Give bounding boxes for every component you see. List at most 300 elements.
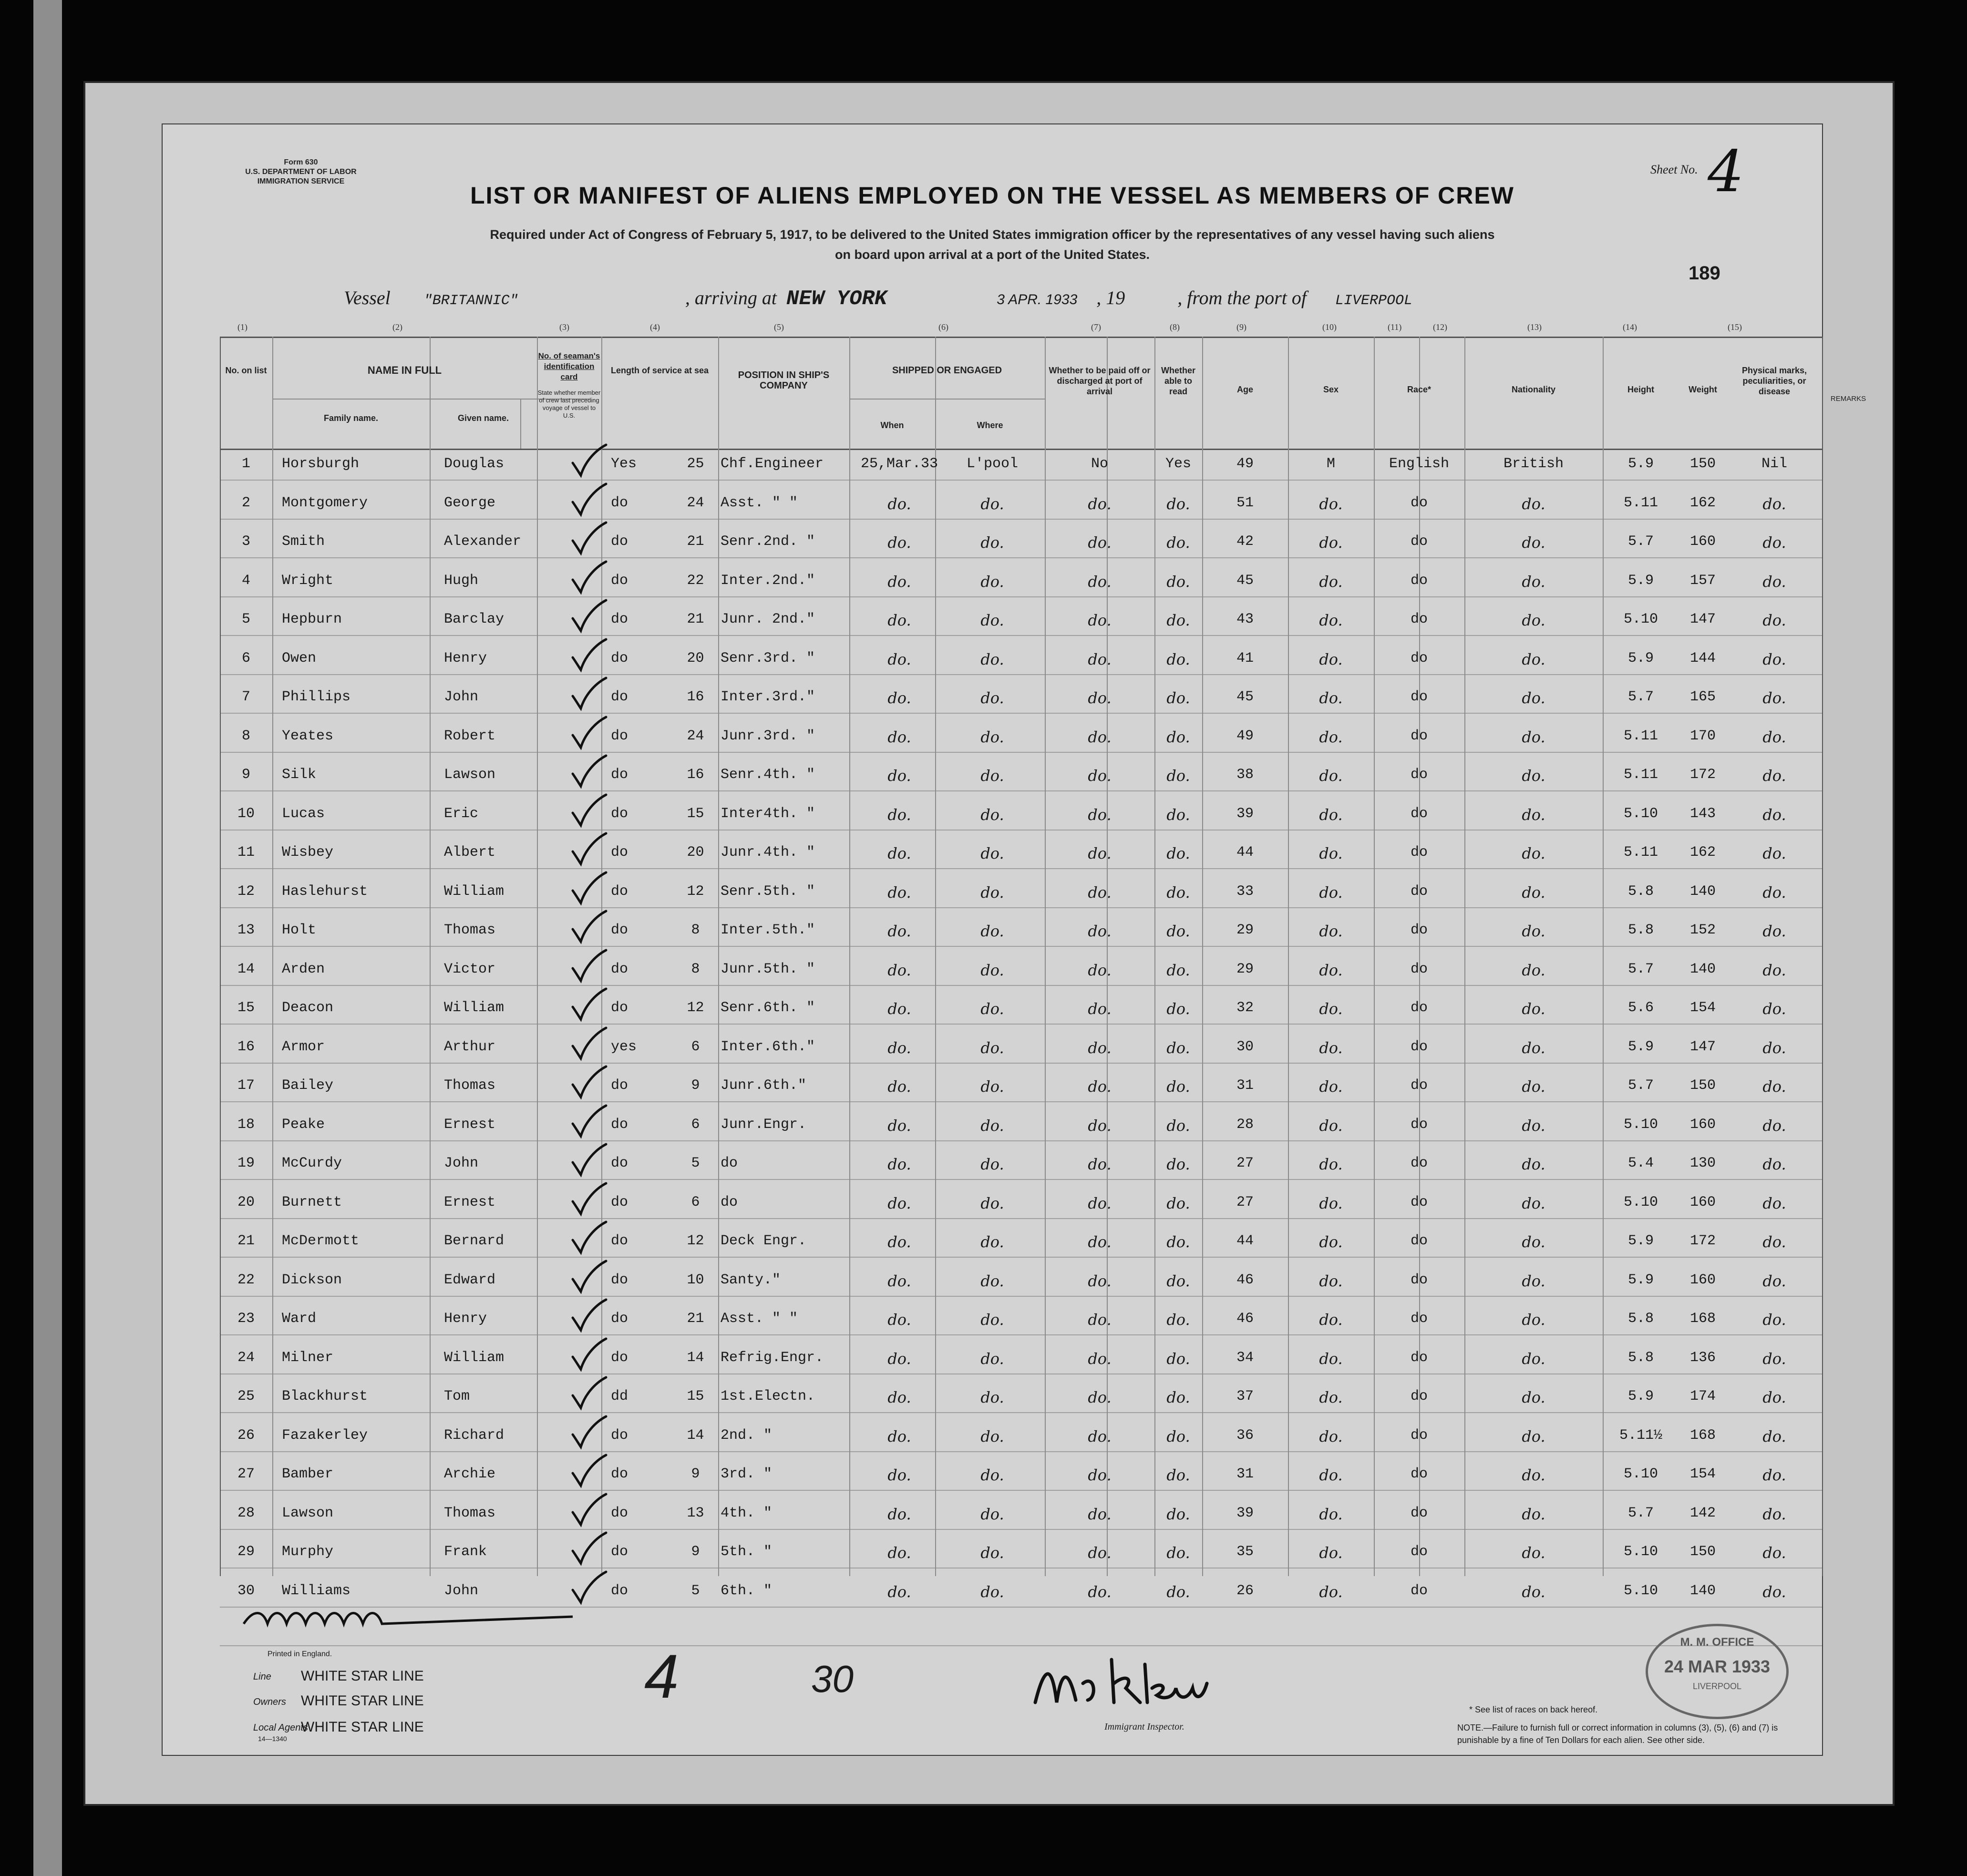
cell-where: do.	[980, 883, 1004, 902]
cell-marks: do.	[1762, 1194, 1786, 1212]
penalty-note: NOTE.—Failure to furnish full or correct information in columns (3), (5), (6) and (7) is punishable by a fine of Ten Dollars for each alien. See other side.	[1457, 1723, 1778, 1745]
cell-paid: do.	[1088, 1233, 1112, 1251]
cell-read: do.	[1166, 1466, 1190, 1484]
cell-height: 5.6	[1627, 1000, 1654, 1016]
cell-nationality: do.	[1522, 494, 1545, 513]
cell-where: do.	[980, 767, 1004, 785]
cell-paid: do.	[1088, 1544, 1112, 1562]
row-rule	[220, 557, 1822, 558]
cell-given: Henry	[444, 1311, 487, 1327]
cell-no: 29	[237, 1544, 255, 1560]
cell-given: Douglas	[444, 456, 505, 472]
cell-when: do.	[887, 805, 911, 824]
cell-family: Armor	[282, 1038, 325, 1055]
check-mark-stroke	[573, 600, 606, 631]
cell-race: do	[1410, 961, 1428, 977]
cell-read: do.	[1166, 689, 1190, 707]
table-rule	[220, 337, 1822, 338]
cell-height: 5.9	[1627, 650, 1654, 666]
cell-card: do	[611, 1311, 628, 1327]
cell-read: do.	[1166, 1155, 1190, 1173]
cell-nationality: do.	[1522, 1388, 1545, 1406]
cell-read: do.	[1166, 1000, 1190, 1018]
check-mark-icon	[570, 483, 608, 516]
cell-weight: 174	[1689, 1388, 1716, 1404]
cell-where: do.	[980, 1271, 1004, 1290]
check-mark-icon	[570, 522, 608, 555]
cell-no: 15	[237, 1000, 255, 1016]
cell-height: 5.10	[1623, 1466, 1658, 1482]
cell-age: 29	[1236, 922, 1254, 938]
cell-card: do	[611, 1077, 628, 1094]
cell-when: do.	[887, 533, 911, 552]
cell-given: John	[444, 1155, 479, 1171]
cell-where: do.	[980, 922, 1004, 940]
check-mark-stroke	[573, 1455, 606, 1486]
cell-weight: 162	[1689, 494, 1716, 511]
cell-paid: do.	[1088, 1582, 1112, 1601]
cell-where: do.	[980, 611, 1004, 629]
cell-paid: do.	[1088, 1194, 1112, 1212]
cell-sex: do.	[1319, 572, 1343, 591]
cell-marks: do.	[1762, 650, 1786, 668]
cell-height: 5.7	[1627, 1077, 1654, 1094]
header-age: Age	[1236, 385, 1253, 394]
cell-age: 35	[1236, 1544, 1254, 1560]
sheet-number-label: Sheet No.	[1650, 163, 1698, 176]
cell-nationality: do.	[1522, 961, 1545, 979]
cell-height: 5.9	[1627, 572, 1654, 589]
cell-nationality: do.	[1522, 1194, 1545, 1212]
cell-no: 13	[237, 922, 255, 938]
cell-weight: 136	[1689, 1349, 1716, 1366]
cell-position: 2nd. "	[721, 1427, 772, 1444]
cell-nationality: do.	[1522, 1271, 1545, 1290]
cell-height: 5.9	[1627, 1233, 1654, 1249]
cell-length: 22	[687, 572, 704, 589]
cell-when: do.	[887, 1038, 911, 1057]
cell-marks: Nil	[1761, 456, 1787, 472]
check-mark-icon	[570, 755, 608, 788]
cell-family: Burnett	[282, 1194, 342, 1210]
cell-weight: 168	[1689, 1311, 1716, 1327]
cell-where: do.	[980, 572, 1004, 591]
cell-length: 20	[687, 844, 704, 861]
cell-when: do.	[887, 494, 911, 513]
header-name: NAME IN FULL	[367, 364, 442, 376]
column-rule	[430, 337, 431, 1576]
cell-nationality: do.	[1522, 1077, 1545, 1096]
cell-family: Lawson	[282, 1505, 334, 1521]
cell-where: do.	[980, 1505, 1004, 1523]
cell-no: 7	[241, 689, 250, 705]
cell-height: 5.11	[1623, 844, 1658, 861]
cell-read: do.	[1166, 1077, 1190, 1096]
header-where: Where	[977, 420, 1003, 430]
cell-when: do.	[887, 1000, 911, 1018]
cell-weight: 143	[1689, 805, 1716, 822]
cell-height: 5.8	[1627, 1349, 1654, 1366]
cell-no: 3	[241, 533, 250, 550]
check-mark-icon	[570, 794, 608, 827]
cell-given: Thomas	[444, 1077, 496, 1094]
cell-weight: 172	[1689, 1233, 1716, 1249]
column-number: (9)	[1236, 322, 1246, 332]
form-number: Form 630	[284, 158, 318, 166]
cell-paid: do.	[1088, 1271, 1112, 1290]
cell-race: do	[1410, 1233, 1428, 1249]
cell-no: 28	[237, 1505, 255, 1521]
cell-no: 16	[237, 1038, 255, 1055]
header-no: No. on list	[225, 366, 267, 375]
cell-nationality: British	[1503, 456, 1564, 472]
cell-card: do	[611, 1194, 628, 1210]
cell-weight: 160	[1689, 1194, 1716, 1210]
cell-position: 3rd. "	[721, 1466, 772, 1482]
column-number: (2)	[392, 322, 402, 332]
cell-weight: 147	[1689, 611, 1716, 627]
cell-length: 12	[687, 1000, 704, 1016]
cell-given: Richard	[444, 1427, 505, 1444]
cell-height: 5.9	[1627, 1388, 1654, 1404]
cell-height: 5.11	[1623, 767, 1658, 783]
cell-marks: do.	[1762, 1116, 1786, 1135]
column-number: (5)	[774, 322, 784, 332]
cell-nationality: do.	[1522, 767, 1545, 785]
cell-marks: do.	[1762, 1000, 1786, 1018]
cell-sex: do.	[1319, 1466, 1343, 1484]
cell-card: do	[611, 767, 628, 783]
cell-sex: do.	[1319, 1000, 1343, 1018]
cell-weight: 150	[1689, 1544, 1716, 1560]
check-mark-stroke	[573, 1533, 606, 1563]
cell-where: do.	[980, 1466, 1004, 1484]
cell-paid: do.	[1088, 1155, 1112, 1173]
cell-age: 49	[1236, 728, 1254, 744]
cell-height: 5.10	[1623, 805, 1658, 822]
cell-marks: do.	[1762, 533, 1786, 552]
cell-family: Owen	[282, 650, 317, 666]
cell-card: yes	[611, 1038, 637, 1055]
cell-where: do.	[980, 1233, 1004, 1251]
cell-nationality: do.	[1522, 1505, 1545, 1523]
cell-nationality: do.	[1522, 922, 1545, 940]
cell-height: 5.7	[1627, 533, 1654, 550]
cell-race: do	[1410, 805, 1428, 822]
cell-position: Junr.4th. "	[721, 844, 815, 861]
row-rule	[220, 596, 1822, 597]
cell-no: 20	[237, 1194, 255, 1210]
arriving-label: , arriving at	[685, 287, 777, 308]
check-mark-icon	[570, 949, 608, 983]
check-mark-stroke	[573, 872, 606, 903]
cell-weight: 162	[1689, 844, 1716, 861]
cell-race: do	[1410, 533, 1428, 550]
cell-marks: do.	[1762, 1155, 1786, 1173]
printed-in: Printed in England.	[268, 1650, 332, 1658]
cell-marks: do.	[1762, 883, 1786, 902]
cell-race: do	[1410, 1116, 1428, 1133]
header-height: Height	[1627, 385, 1654, 394]
cell-when: do.	[887, 611, 911, 629]
cell-weight: 172	[1689, 767, 1716, 783]
column-number: (1)	[237, 322, 247, 332]
cell-sex: do.	[1319, 1544, 1343, 1562]
cell-card: do	[611, 650, 628, 666]
column-rule	[537, 337, 538, 1576]
cell-sex: do.	[1319, 1311, 1343, 1329]
header-read: Whether able to read	[1161, 366, 1195, 396]
check-mark-icon	[570, 561, 608, 594]
cell-age: 44	[1236, 844, 1254, 861]
cell-card: do	[611, 1505, 628, 1521]
check-mark-stroke	[573, 1572, 606, 1602]
subheader-rule	[849, 399, 1045, 400]
cell-where: do.	[980, 844, 1004, 862]
cell-weight: 165	[1689, 689, 1716, 705]
cell-no: 25	[237, 1388, 255, 1404]
check-mark-icon	[570, 1105, 608, 1138]
cell-when: do.	[887, 1271, 911, 1290]
cell-marks: do.	[1762, 844, 1786, 862]
cell-position: 1st.Electn.	[721, 1388, 815, 1404]
cell-read: do.	[1166, 1388, 1190, 1406]
cell-card: do	[611, 1271, 628, 1288]
owners-value: WHITE STAR LINE	[301, 1693, 424, 1709]
races-note: * See list of races on back hereof.	[1469, 1705, 1598, 1714]
check-mark-icon	[570, 1299, 608, 1332]
cell-family: Peake	[282, 1116, 325, 1133]
cell-marks: do.	[1762, 1271, 1786, 1290]
cell-position: Santy."	[721, 1271, 781, 1288]
cell-position: do	[721, 1194, 738, 1210]
cell-age: 28	[1236, 1116, 1254, 1133]
cell-length: 9	[691, 1466, 700, 1482]
cell-race: do	[1410, 1000, 1428, 1016]
cell-nationality: do.	[1522, 1116, 1545, 1135]
cell-weight: 154	[1689, 1000, 1716, 1016]
cell-card: do	[611, 1466, 628, 1482]
cell-position: Senr.2nd. "	[721, 533, 815, 550]
departure-port: LIVERPOOL	[1335, 293, 1413, 309]
stamp-line-3: LIVERPOOL	[1692, 1681, 1742, 1691]
check-mark-icon	[570, 988, 608, 1021]
cell-paid: do.	[1088, 572, 1112, 591]
check-mark-stroke	[573, 911, 606, 942]
cell-read: do.	[1166, 1038, 1190, 1057]
cell-height: 5.11	[1623, 494, 1658, 511]
cell-length: 8	[691, 961, 700, 977]
cell-position: Junr.3rd. "	[721, 728, 815, 744]
cell-given: John	[444, 1582, 479, 1599]
cell-when: do.	[887, 728, 911, 746]
row-rule	[220, 1490, 1822, 1491]
check-mark-stroke	[573, 833, 606, 864]
cell-position: Inter.2nd."	[721, 572, 815, 589]
cell-sex: do.	[1319, 1271, 1343, 1290]
cell-paid: do.	[1088, 1388, 1112, 1406]
cell-given: Ernest	[444, 1194, 496, 1210]
cell-weight: 157	[1689, 572, 1716, 589]
cell-no: 6	[241, 650, 250, 666]
cell-card: do	[611, 494, 628, 511]
cell-family: Wisbey	[282, 844, 334, 861]
cell-marks: do.	[1762, 494, 1786, 513]
cell-sex: do.	[1319, 1077, 1343, 1096]
cell-card: do	[611, 533, 628, 550]
check-mark-icon	[570, 1027, 608, 1060]
row-rule	[220, 1412, 1822, 1413]
cell-read: do.	[1166, 611, 1190, 629]
cell-family: Ward	[282, 1311, 317, 1327]
cell-nationality: do.	[1522, 1155, 1545, 1173]
cell-race: do	[1410, 1077, 1428, 1094]
cell-length: 6	[691, 1116, 700, 1133]
column-number: (4)	[650, 322, 660, 332]
cell-when: do.	[887, 1194, 911, 1212]
cell-age: 43	[1236, 611, 1254, 627]
cell-weight: 142	[1689, 1505, 1716, 1521]
cell-sex: do.	[1319, 844, 1343, 862]
cell-age: 31	[1236, 1466, 1254, 1482]
cell-nationality: do.	[1522, 728, 1545, 746]
page-reference-number: 189	[1689, 263, 1720, 284]
column-number: (15)	[1728, 322, 1742, 332]
check-mark-icon	[570, 1143, 608, 1177]
cell-position: Senr.4th. "	[721, 767, 815, 783]
cell-card: do	[611, 805, 628, 822]
check-mark-icon	[570, 832, 608, 866]
cell-marks: do.	[1762, 1311, 1786, 1329]
cell-race: do	[1410, 1427, 1428, 1444]
cell-position: Senr.6th. "	[721, 1000, 815, 1016]
cell-when: do.	[887, 883, 911, 902]
cell-where: do.	[980, 961, 1004, 979]
cell-paid: do.	[1088, 1505, 1112, 1523]
cell-length: 5	[691, 1582, 700, 1599]
column-rule	[1822, 337, 1823, 1576]
cell-read: do.	[1166, 1427, 1190, 1445]
cell-marks: do.	[1762, 728, 1786, 746]
cell-where: do.	[980, 1000, 1004, 1018]
cell-no: 5	[241, 611, 250, 627]
cell-given: Robert	[444, 728, 496, 744]
check-mark-icon	[570, 1415, 608, 1449]
cell-height: 5.10	[1623, 1582, 1658, 1599]
cell-age: 26	[1236, 1582, 1254, 1599]
cell-position: Junr.6th."	[721, 1077, 807, 1094]
cell-length: 8	[691, 922, 700, 938]
check-mark-stroke	[573, 1416, 606, 1447]
row-rule	[220, 1063, 1822, 1064]
cell-nationality: do.	[1522, 1349, 1545, 1368]
cell-family: Yeates	[282, 728, 334, 744]
cell-nationality: do.	[1522, 650, 1545, 668]
cell-sex: do.	[1319, 1349, 1343, 1368]
cell-position: Inter.3rd."	[721, 689, 815, 705]
row-rule	[220, 868, 1822, 869]
cell-position: Inter.6th."	[721, 1038, 815, 1055]
cell-when: do.	[887, 1233, 911, 1251]
cell-length: 24	[687, 494, 704, 511]
check-mark-icon	[570, 1454, 608, 1487]
cell-card: do	[611, 1582, 628, 1599]
row-rule	[220, 946, 1822, 947]
cell-no: 21	[237, 1233, 255, 1249]
vessel-name: "BRITANNIC"	[423, 293, 518, 309]
vessel-line	[344, 287, 1774, 311]
column-number: (6)	[938, 322, 948, 332]
cell-race: do	[1410, 494, 1428, 511]
cell-age: 31	[1236, 1077, 1254, 1094]
cell-nationality: do.	[1522, 611, 1545, 629]
header-given: Given name.	[457, 413, 509, 423]
cell-paid: No	[1091, 456, 1108, 472]
check-mark-stroke	[573, 989, 606, 1019]
cell-race: English	[1389, 456, 1450, 472]
cell-read: do.	[1166, 922, 1190, 940]
cell-race: do	[1410, 1582, 1428, 1599]
cell-read: do.	[1166, 1194, 1190, 1212]
cell-no: 23	[237, 1311, 255, 1327]
row-rule	[220, 1451, 1822, 1452]
cell-weight: 160	[1689, 1271, 1716, 1288]
cell-marks: do.	[1762, 1077, 1786, 1096]
cell-weight: 170	[1689, 728, 1716, 744]
header-card: No. of seaman's identification card	[538, 351, 600, 381]
cell-race: do	[1410, 728, 1428, 744]
cell-where: do.	[980, 728, 1004, 746]
cell-marks: do.	[1762, 1544, 1786, 1562]
cell-no: 30	[237, 1582, 255, 1599]
cell-no: 8	[241, 728, 250, 744]
cell-family: Dickson	[282, 1271, 342, 1288]
cell-family: Smith	[282, 533, 325, 550]
cell-length: 9	[691, 1544, 700, 1560]
cell-paid: do.	[1088, 1427, 1112, 1445]
arrival-date: 3 APR. 1933	[997, 292, 1078, 308]
cell-sex: do.	[1319, 494, 1343, 513]
cell-marks: do.	[1762, 1038, 1786, 1057]
cell-read: do.	[1166, 767, 1190, 785]
cell-card: do	[611, 1349, 628, 1366]
check-mark-icon	[570, 1182, 608, 1216]
cell-position: Senr.3rd. "	[721, 650, 815, 666]
cell-when: do.	[887, 961, 911, 979]
cell-weight: 160	[1689, 533, 1716, 550]
cell-nationality: do.	[1522, 1544, 1545, 1562]
cell-height: 5.11½	[1619, 1427, 1662, 1444]
cell-length: 16	[687, 689, 704, 705]
cell-given: William	[444, 883, 505, 900]
cell-family: Haslehurst	[282, 883, 368, 900]
cell-when: do.	[887, 844, 911, 862]
cell-nationality: do.	[1522, 805, 1545, 824]
row-rule	[220, 480, 1822, 481]
cell-marks: do.	[1762, 611, 1786, 629]
service: IMMIGRATION SERVICE	[257, 177, 345, 185]
cell-where: do.	[980, 1544, 1004, 1562]
cell-family: Silk	[282, 767, 317, 783]
cell-position: Senr.5th. "	[721, 883, 815, 900]
cell-nationality: do.	[1522, 1582, 1545, 1601]
cell-sex: do.	[1319, 961, 1343, 979]
cell-sex: do.	[1319, 611, 1343, 629]
cell-sex: do.	[1319, 1233, 1343, 1251]
cell-age: 44	[1236, 1233, 1254, 1249]
row-rule	[220, 1645, 1822, 1646]
cell-marks: do.	[1762, 1349, 1786, 1368]
